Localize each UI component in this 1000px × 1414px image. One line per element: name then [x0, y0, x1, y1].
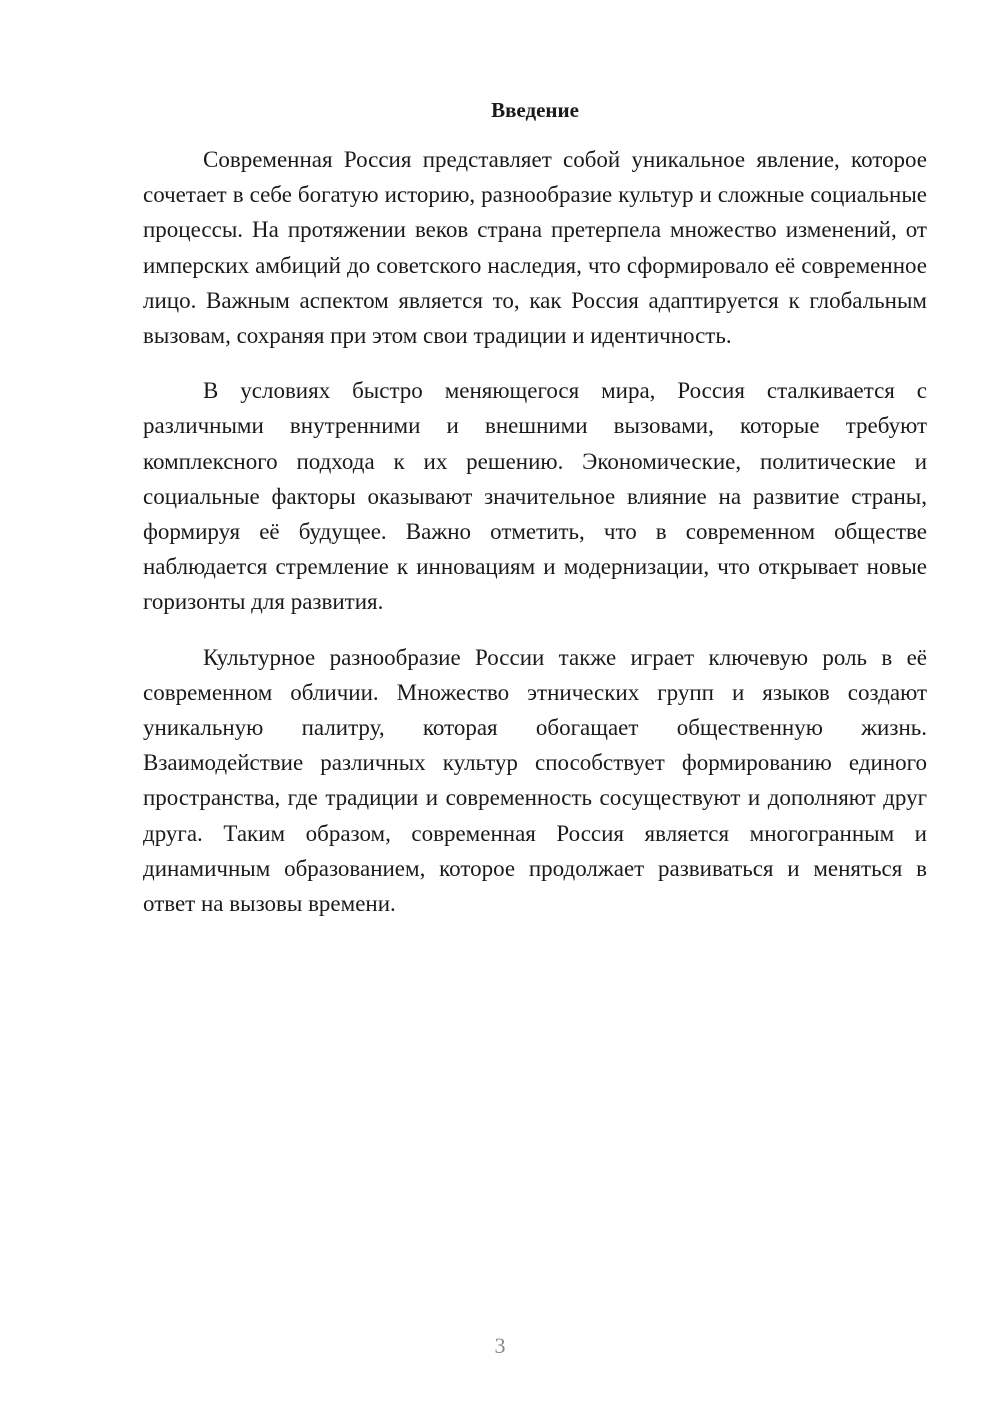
page-number: 3: [494, 1333, 506, 1358]
section-title: Введение: [491, 98, 579, 122]
paragraph-2: В условиях быстро меняющегося мира, Россия сталкивается с различными внутренними и внешними вызовами, которые требуют комплексного подхода к их решению. Экономические, политические и социальные факторы оказывают значительное влияние на развитие страны, формируя её будущее. Важно отметить, что в современном обществе наблюдается стремление к инновациям и модернизации, что открывает новые горизонты для развития.: [143, 378, 927, 615]
page-content: [143, 95, 927, 941]
paragraph-3: Культурное разнообразие России также играет ключевую роль в её современном обличии. Множество этнических групп и языков создают уникальную палитру, которая обогащает общественную жизнь. Взаимодействие различных культур способствует формированию единого пространства, где традиции и современность сосуществуют и дополняют друг друга. Таким образом, современная Россия является многогранным и динамичным образованием, которое продолжает развиваться и меняться в ответ на вызовы времени.: [143, 644, 927, 917]
paragraph-1: Современная Россия представляет собой уникальное явление, которое сочетает в себе богатую историю, разнообразие культур и сложные социальные процессы. На протяжении веков страна претерпела множество изменений, от имперских амбиций до советского наследия, что сформировало её современное лицо. Важным аспектом является то, как Россия адаптируется к глобальным вызовам, сохраняя при этом свои традиции и идентичность.: [143, 147, 927, 349]
